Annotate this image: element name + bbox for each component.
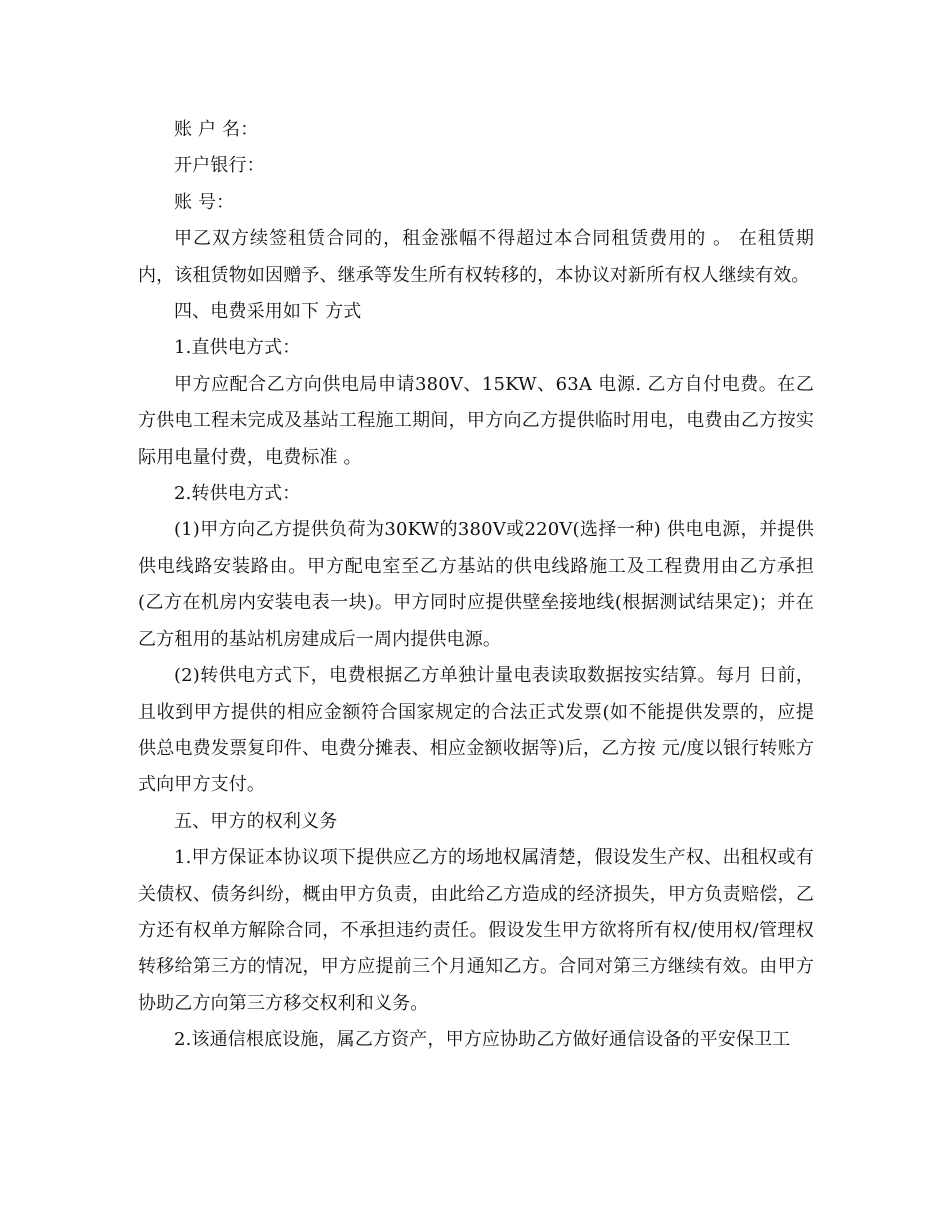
transfer-supply-heading: 2.转供电方式： [174, 483, 301, 505]
direct-supply-paragraph: 甲方应配合乙方向供电局申请380V、15KW、63A 电源. 乙方自付电费。在乙方供电工程未完成及基站工程施工期间，甲方向乙方提供临时用电，电费由乙方按实际用电量付费，电费标准 。 [138, 373, 814, 468]
account-name-line: 账 户 名： [174, 119, 259, 140]
document-page [138, 112, 814, 1059]
renewal-paragraph: 甲乙双方续签租赁合同的，租金涨幅不得超过本合同租赁费用的 。 在租赁期内，该租赁物如因赠予、继承等发生所有权转移的，本协议对新所有权人继续有效。 [138, 228, 814, 286]
account-number-line: 账 号： [174, 191, 235, 213]
transfer-supply-item-2: (2)转供电方式下，电费根据乙方单独计量电表读取数据按实结算。每月 日前，且收到甲方提供的相应金额符合国家规定的合法正式发票(如不能提供发票的，应提供总电费发票复印件、电费分摊表、相应金额收据等)后，乙方按 元/度以银行转账方式向甲方支付。 [138, 665, 814, 796]
bank-line: 开户银行： [174, 155, 265, 177]
transfer-supply-item-1: (1)甲方向乙方提供负荷为30KW的380V或220V(选择一种) 供电电源，并提供供电线路安装路由。甲方配电室至乙方基站的供电线路施工及工程费用由乙方承担(乙方在机房内安装电表一块)。甲方同时应提供壁垒接地线(根据测试结果定)；并在乙方租用的基站机房建成后一周内提供电源。 [138, 519, 814, 650]
party-a-item-2: 2.该通信根底设施，属乙方资产，甲方应协助乙方做好通信设备的平安保卫工 [174, 1029, 791, 1051]
section-heading-party-a: 五、甲方的权利义务 [174, 810, 338, 832]
direct-supply-heading: 1.直供电方式： [174, 337, 301, 359]
party-a-item-1: 1.甲方保证本协议项下提供应乙方的场地权属清楚，假设发生产权、出租权或有关债权、债务纠纷，概由甲方负责，由此给乙方造成的经济损失，甲方负责赔偿，乙方还有权单方解除合同，不承担违约责任。假设发生甲方欲将所有权/使用权/管理权转移给第三方的情况，甲方应提前三个月通知乙方。合同对第三方继续有效。由甲方协助乙方向第三方移交权利和义务。 [138, 847, 814, 1014]
section-heading-electricity: 四、电费采用如下 方式 [174, 301, 362, 323]
